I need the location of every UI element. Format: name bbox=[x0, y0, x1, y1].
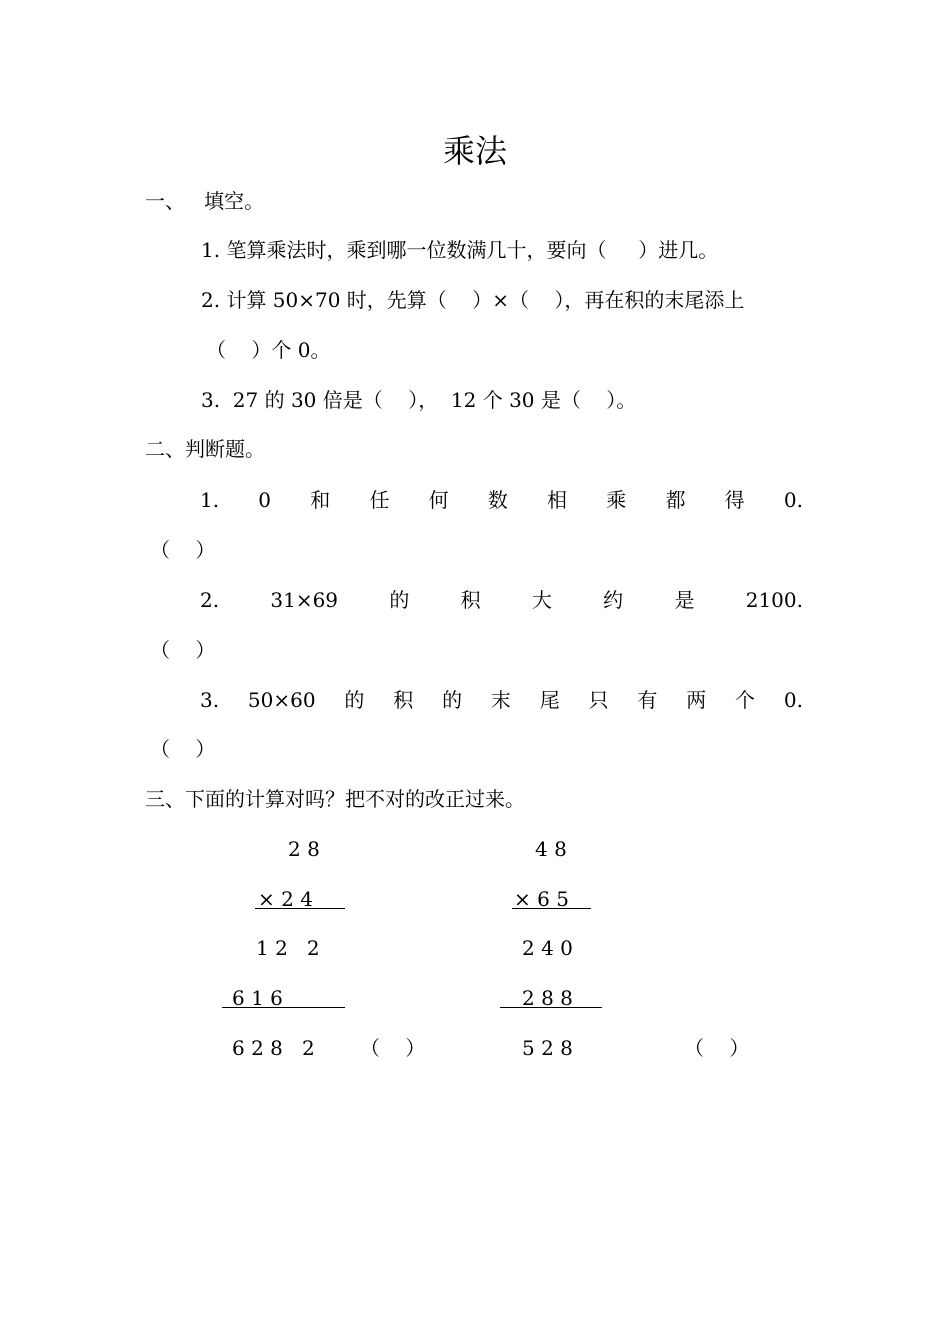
word: 大 bbox=[531, 588, 552, 612]
word: 0. bbox=[783, 488, 803, 512]
word: 数 bbox=[487, 488, 508, 512]
calc-a-answer-blank: （ ） bbox=[360, 1036, 426, 1060]
word: 的 bbox=[442, 688, 463, 712]
word: 任 bbox=[369, 488, 390, 512]
calc-a-multiplicand: 2 8 bbox=[288, 837, 320, 861]
section1-heading: 一、 填空。 bbox=[145, 189, 265, 213]
calc-a-partial-2: 6 1 6 bbox=[232, 986, 283, 1010]
word: 31×69 bbox=[270, 588, 339, 612]
word: 3. bbox=[200, 688, 220, 712]
calc-a-partial-1: 1 2 2 bbox=[256, 936, 320, 960]
word: 末 bbox=[490, 688, 511, 712]
word: 相 bbox=[547, 488, 568, 512]
word: 0 bbox=[258, 488, 272, 512]
calc-b-rule-2 bbox=[500, 1007, 602, 1008]
word: 尾 bbox=[539, 688, 560, 712]
word: 有 bbox=[637, 688, 658, 712]
word: 2. bbox=[200, 588, 220, 612]
calc-a-rule-2 bbox=[222, 1007, 345, 1008]
calc-b-result: 5 2 8 bbox=[522, 1036, 573, 1060]
judge-item-2 bbox=[200, 588, 803, 612]
judge-item-1 bbox=[200, 488, 803, 512]
word: 两 bbox=[686, 688, 707, 712]
word: 积 bbox=[460, 588, 481, 612]
word: 0. bbox=[783, 688, 803, 712]
word: 何 bbox=[428, 488, 449, 512]
fill-question-3: 3. 27 的 30 倍是（ ）， 12 个 30 是（ ）。 bbox=[201, 388, 637, 412]
word: 1. bbox=[200, 488, 220, 512]
calc-b-multiplicand: 4 8 bbox=[535, 837, 567, 861]
section3-heading: 三、下面的计算对吗？把不对的改正过来。 bbox=[145, 787, 525, 811]
word: 的 bbox=[389, 588, 410, 612]
word: 都 bbox=[665, 488, 686, 512]
word: 乘 bbox=[606, 488, 627, 512]
judge-item-3 bbox=[200, 688, 803, 712]
word: 只 bbox=[588, 688, 609, 712]
page-title: 乘法 bbox=[442, 132, 507, 170]
calc-b-multiplier: × 6 5 bbox=[514, 887, 569, 911]
word: 约 bbox=[603, 588, 624, 612]
calc-a-multiplier: × 2 4 bbox=[258, 887, 313, 911]
judge-item-3-blank: （ ） bbox=[150, 737, 216, 761]
word: 个 bbox=[735, 688, 756, 712]
word: 50×60 bbox=[247, 688, 316, 712]
judge-item-2-blank: （ ） bbox=[150, 638, 216, 662]
fill-question-2-line1: 2. 计算 50×70 时，先算（ ）×（ ），再在积的末尾添上 bbox=[201, 288, 745, 312]
calc-b-partial-2: 2 8 8 bbox=[522, 986, 573, 1010]
word: 积 bbox=[393, 688, 414, 712]
calc-b-answer-blank: （ ） bbox=[684, 1036, 750, 1060]
word: 和 bbox=[310, 488, 331, 512]
word: 是 bbox=[674, 588, 695, 612]
word: 得 bbox=[724, 488, 745, 512]
calc-a-rule-1 bbox=[255, 908, 345, 909]
judge-item-1-blank: （ ） bbox=[150, 538, 216, 562]
word: 2100. bbox=[745, 588, 803, 612]
fill-question-1: 1. 笔算乘法时，乘到哪一位数满几十，要向（ ）进几。 bbox=[201, 238, 719, 262]
calc-b-partial-1: 2 4 0 bbox=[522, 936, 573, 960]
calc-b-rule-1 bbox=[512, 908, 591, 909]
section2-heading: 二、判断题。 bbox=[145, 437, 265, 461]
fill-question-2-line2: （ ）个 0。 bbox=[206, 338, 331, 362]
word: 的 bbox=[344, 688, 365, 712]
calc-a-result: 6 2 8 2 bbox=[232, 1036, 315, 1060]
